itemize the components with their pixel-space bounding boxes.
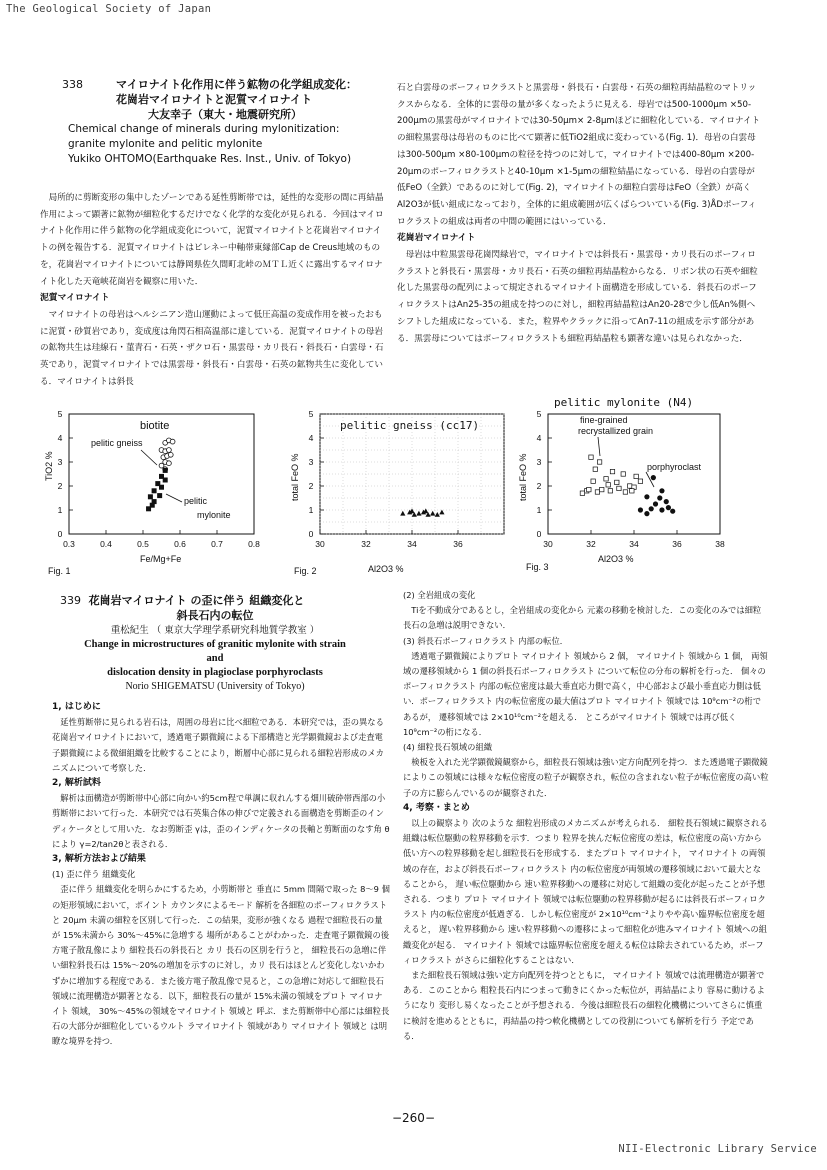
fig3-title: pelitic mylonite (N4): [554, 396, 694, 409]
fig3-point: [644, 511, 649, 516]
paper338-title-jp-1: マイロナイト化作用に伴う鉱物の化学組成変化：: [116, 78, 358, 91]
fig3-point: [649, 506, 654, 511]
fig1-xtick-label: 0.6: [174, 539, 186, 549]
paper339-left-column: [52, 700, 390, 1050]
fig3-point: [604, 477, 608, 481]
paper339-right-column: [403, 588, 769, 1044]
fig2-ytick-label: 5: [308, 409, 314, 419]
paper339-sub3: (3) 斜長石ポーフィロクラスト 内部の転位．: [403, 635, 569, 646]
fig1-arrow-mylonite: [166, 494, 182, 502]
fig1-xtick-label: 0.7: [211, 539, 223, 549]
fig1-xtick-label: 0.5: [137, 539, 149, 549]
paper339-s3-text: 歪に伴う 組織変化を明らかにするため，小剪断帯と 垂直に 5mm 間隔で取った 8〜9 個の矩形領域において，ポイント カウンタによるモード 解析を各細粒のポーフィロクラスト と 20μm 未満の細粒を区別して行った．この結果，変形が強くなる 過程で細粒長石の量が 15%未満から 30%〜45%に急増する 場所があることがわかった．走査電子顕微鏡の後方電子散乱像により 細粒長石の斜長石と カリ 長石の区別を行うと， 細粒長石の急増に伴い細粒斜長石は 15%〜20%の増加を示すのに対し，カリ 長石はほとんど変化しないかわずかに増加する程度である．また後方電子散乱像で見ると，この急増に対応して細粒長石領域に流理構造が顕著となる．以下，細粒長石の量が 15%未満の領域をプロト マイロナイト 領域， 30%〜45%の領域をマイロナイト 領域と 呼ぶ．また剪断帯中心部には細粒長石の大部分が細粒化しているウルト ラマイロナイト 領域があり マイロナイト 領域と は明瞭な境界を持つ．: [52, 884, 390, 1047]
fig2-ytick-label: 0: [308, 529, 314, 539]
fig1-title: biotite: [140, 420, 170, 432]
fig3-ytick-label: 3: [536, 457, 542, 467]
fig1-label-gneiss: pelitic gneiss: [91, 438, 143, 448]
fig3-label-fine-2: recrystallized grain: [578, 426, 654, 436]
paper339-title-block: [40, 593, 390, 693]
fig3-point: [659, 507, 664, 512]
fig1-point: [152, 488, 157, 493]
fig3-point: [644, 494, 649, 499]
fig2-ytick-label: 2: [308, 481, 314, 491]
library-footer: NII-Electronic Library Service: [618, 1143, 817, 1155]
paper339-title-jp-1: 花崗岩マイロナイト の歪に伴う 組織変化と: [88, 594, 305, 607]
fig3-point: [638, 507, 643, 512]
paper339-title-en-3: dislocation density in plagioclase porphyroclasts: [107, 667, 323, 678]
fig1-point: [159, 485, 164, 490]
fig3-xtick-label: 30: [543, 539, 553, 549]
fig3-xtick-label: 38: [715, 539, 725, 549]
fig3-point: [630, 489, 634, 493]
fig3-point: [595, 490, 599, 494]
fig3-point: [606, 483, 610, 487]
fig1-ytick-label: 2: [57, 481, 63, 491]
paper339-text2: Tiを不動成分であるとし，全岩組成の変化から 元素の移動を検討した．この変化のみでは細粒長石の急増は説明できない．: [403, 605, 762, 631]
fig3-label-porph: porphyroclast: [647, 462, 702, 472]
fig3-point: [617, 486, 621, 490]
paper339-s4-heading: 4, 考察・まとめ: [403, 802, 470, 813]
fig3-ytick-label: 1: [536, 505, 542, 515]
paper339-s3-heading: 3, 解析方法および結果: [52, 854, 146, 865]
fig1-ytick-label: 4: [57, 433, 63, 443]
paper339-title-jp-2: 斜長石内の転位: [176, 609, 254, 622]
fig2-xtick-label: 36: [453, 539, 463, 549]
fig2-grid: [320, 414, 504, 534]
fig3-ytick-label: 4: [536, 433, 542, 443]
fig3-point: [587, 487, 591, 491]
paper338-title-jp-2: 花崗岩マイロナイトと泥質マイロナイト: [116, 93, 313, 106]
fig3-point: [659, 488, 664, 493]
fig2-point: [439, 510, 444, 515]
fig2-point: [416, 511, 421, 516]
fig1-xtick-label: 0.4: [100, 539, 112, 549]
paper338-number: 338: [62, 78, 83, 91]
paper338-right-paragraph-1: 石と白雲母のポーフィロクラストと黒雲母・斜長石・白雲母・石英の細粒再結晶粒のマトリックスからなる．全体的に雲母の量が多くなったように見える．母岩では500-1000μm ×50-200μmの黒雲母がマイロナイトでは30-50μm× 2-8μmほどに細粒化している．マイロナイトの細粒黒雲母は母岩のものに比べて顕著に低TiO2組成に変わっている(Fig. 1)．母岩の白雲母は300-500μm ×80-100μmの粒径を持つのに対して，マイロナイトでは400-80μm ×200-20μmのポーフィロクラストと40-10μm ×1-5μmの細粒結晶になっている．母岩の白雲母が低FeO（全鉄）であるのに対して(Fig. 2)，マイロナイトの細粒白雲母はFeO（全鉄）が高くAl2O3が低い組成になっており，全体的に組成範囲が広くばらついている(Fig. 3)ÅDポーフィロクラストの組成は両者の中間の範囲にはいっている．: [397, 83, 761, 227]
page-number: −260−: [391, 1111, 435, 1125]
fig3-point: [628, 484, 632, 488]
paper339-title-en-2: and: [206, 653, 224, 664]
paper339-s1-heading: 1, はじめに: [52, 702, 101, 712]
fig3-point: [615, 480, 619, 484]
fig2-point: [435, 512, 440, 517]
figure-3: [518, 396, 744, 580]
paper338-title-en-2: granite mylonite and pelitic mylonite: [68, 138, 263, 150]
fig1-ytick-label: 3: [57, 457, 63, 467]
fig3-point: [623, 490, 627, 494]
fig3-caption: Fig. 3: [526, 562, 549, 572]
fig3-point: [653, 501, 658, 506]
paper338-intro-paragraph: 局所的に剪断変形の集中したゾーンである延性剪断帯では，延性的な変形の間に再結晶作用によって顕著に鉱物が細粒化するだけでなく化学的な変化が見られる．今回はマイロナイト化作用に伴う鉱物の化学組成変化について，泥質マイロナイトと花崗岩マイロナイトの例を報告する．泥質マイロナイトはピレネー中軸帯東縁部Cap de Creus地域のものを，花崗岩マイロナイトについては静岡県佐久間町北峠のＭＴＬ近くに露出するマイロナイト化した天竜峡花崗岩を観察に用いた．: [40, 193, 384, 287]
fig1-label-mylonite-1: pelitic: [184, 496, 208, 506]
fig3-point: [670, 509, 675, 514]
fig2-ylabel: total FeO %: [290, 453, 300, 501]
fig2-point: [400, 511, 405, 516]
fig1-point: [148, 494, 153, 499]
fig1-point: [170, 439, 175, 444]
fig3-point: [597, 460, 601, 464]
paper338-title-block: [62, 77, 380, 167]
fig2-ytick-label: 4: [308, 433, 314, 443]
fig1-point: [157, 493, 162, 498]
fig1-points: [146, 438, 175, 511]
fig3-point: [608, 489, 612, 493]
fig1-label-mylonite-2: mylonite: [197, 510, 231, 520]
paper339-s1-text: 延性剪断帯に見られる岩石は，周囲の母岩に比べ細粒である．本研究では，歪の異なる花崗岩マイロナイトにおいて，透過電子顕微鏡による下部構造と光学顕微鏡および走査電子顕微鏡による微細組織を比較することにより，断層中心部に見られる細粒岩形成のメカニズムについて考察した．: [52, 717, 384, 773]
fig1-point: [168, 452, 173, 457]
paper339-s2-text: 解析は面構造が剪断帯中心部に向かい約5cm程で単調に収れんする畑川破砕帯西部の小剪断帯において行った．本研究では石英集合体の伸びで定義される面構造を剪断歪のインディケータとして用いた．なお剪断歪 γは，歪のインディケータの長軸と剪断面のなす角 θにより γ=2/tan2θと表される．: [52, 793, 390, 849]
fig3-point: [591, 479, 595, 483]
fig3-label-fine-1: fine-grained: [580, 415, 628, 425]
paper339-s2-heading: 2, 解析試料: [52, 778, 101, 789]
fig1-ytick-label: 0: [57, 529, 63, 539]
fig3-point: [593, 467, 597, 471]
paper338-pelitic-paragraph: マイロナイトの母岩はヘルシニアン造山運動によって低圧高温の変成作用を被ったおもに泥質・砂質岩であり，変成度は角閃石相高温部に達している．泥質マイロナイトの母岩の鉱物共生は珪線石・菫青石・石英・ザクロ石・黒雲母・カリ長石・斜長石・白雲母・石英であり，泥質マイロナイトでは黒雲母・斜長石・白雲母・石英の鉱物共生に変化している．マイロナイトは斜長: [40, 309, 384, 387]
fig2-ytick-label: 1: [308, 505, 314, 515]
fig3-ylabel: total FeO %: [518, 453, 528, 501]
fig3-point: [634, 474, 638, 478]
fig3-ytick-label: 0: [536, 529, 542, 539]
paper338-title-en-1: Chemical change of minerals during mylonitization:: [68, 123, 340, 135]
fig1-point: [163, 468, 168, 473]
fig2-caption: Fig. 2: [294, 566, 317, 576]
fig1-arrow-gneiss: [141, 450, 157, 465]
paper338-heading-granite: 花崗岩マイロナイト: [397, 233, 476, 244]
fig3-ytick-label: 5: [536, 409, 542, 419]
fig3-point: [621, 472, 625, 476]
fig3-point: [600, 487, 604, 491]
paper339-text4: 検板を入れた光学顕微鏡観察から，細粒長石領域は強い定方向配列を持つ．また透過電子顕微鏡によりこの領域には様々な転位密度の粒子が観察され，転位の含まれない粒子が転位密度の高い粒子の方に膨らんでいるのが観察された．: [403, 757, 769, 798]
fig1-ytick-label: 5: [57, 409, 63, 419]
fig2-ytick-label: 3: [308, 457, 314, 467]
fig1-point: [167, 461, 172, 466]
fig3-xlabel: Al2O3 %: [598, 554, 634, 564]
fig3-point: [610, 469, 614, 473]
fig2-xtick-label: 32: [361, 539, 371, 549]
paper339-author-jp: 重松紀生 （ 東京大学理学系研究科地質学教室 ）: [110, 625, 320, 636]
paper338-heading-pelitic: 泥質マイロナイト: [40, 293, 110, 304]
fig1-point: [146, 506, 151, 511]
fig3-xtick-label: 36: [672, 539, 682, 549]
fig1-xlabel: Fe/Mg+Fe: [140, 554, 182, 564]
paper338-author-jp: 大友幸子（東大・地震研究所）: [148, 108, 302, 121]
fig3-ytick-label: 2: [536, 481, 542, 491]
fig3-point: [580, 491, 584, 495]
figure-2: [290, 396, 522, 580]
fig2-point: [430, 511, 435, 516]
paper339-s4-text2: また細粒長石領域は強い定方向配列を持つとともに， マイロナイト 領域では流理構造が顕著である．このことから 粗粒長石内につまって動きにくかった転位が，再結晶により 容易に動けるようになり 変形し易くなったことが予想される．今後は細粒長石の細粒化機構についてさらに慎重に検討を進めるとともに，再結晶の持つ軟化機構としての役割についても解析を行う 予定である．: [403, 970, 765, 1041]
paper339-s4-text: 以上の観察より 次のような 細粒岩形成のメカニズムが考えられる． 細粒長石領域に観察される 組織は転位駆動の粒界移動を示す．つまり 粒界を挟んだ転位密度の差は，転位密度の高い方から 低い方への粒界移動を起し細粒長石を形成する．またプロト マイロナイト， マイロナイト の両領域の存在，および斜長石ポーフィロクラスト 内の転位密度が両領域の遷移領域において最大となることから， 遅い転位駆動から 速い粒界移動への遷移に対応して組織の変化が起ったことが予想される．つまり プロト マイロナイト 領域では転位駆動の粒界移動が起るには斜長石ポーフィロクラスト 内の転位密度が低過ぎる．しかし転位密度が 2×10¹⁰cm⁻²よりやや高い臨界転位密度を超えると， 遅い粒界移動から 速い粒界移動への遷移によって細粒化が進みマイロナイト 領域への組織変化が起る． マイロナイト 領域では臨界転位密度を超える転位は除去されているため，ポーフィロクラスト がさらに細粒化することはない．: [403, 818, 768, 965]
fig3-point: [666, 505, 671, 510]
fig3-xtick-label: 34: [629, 539, 639, 549]
paper339-text3: 透過電子顕微鏡によりプロト マイロナイト 領域から 2 個， マイロナイト 領域から 1 個， 両領域の遷移領域から 1 個の斜長石ポーフィロクラスト について転位の分布の解析を行った． 個々のポーフィロクラスト 内部の転位密度は最大垂直応力側で高く，中心部および最小垂直応力側は低い．ポーフィロクラスト 内の転位密度の最大値はプロト マイロナイト 領域では 10⁹cm⁻²の桁であるが， 遷移領域では 2×10¹⁰cm⁻²を超える． ところがマイロナイト 領域では再び低く 10⁹cm⁻²の桁になる．: [403, 650, 768, 737]
fig1-caption: Fig. 1: [48, 566, 71, 576]
fig2-xlabel: Al2O3 %: [368, 564, 404, 574]
society-header: The Geological Society of Japan: [6, 3, 212, 15]
paper339-s3-sub: (1) 歪に伴う 組織変化: [52, 869, 136, 880]
fig3-xtick-label: 32: [586, 539, 596, 549]
figure-1: [44, 396, 274, 580]
fig2-xtick-label: 30: [315, 539, 325, 549]
paper339-sub4: (4) 細粒長石領域の組織: [403, 742, 493, 753]
paper338-right-column: [397, 80, 763, 347]
fig2-points: [400, 508, 444, 516]
paper339-sub2: (2) 全岩組成の変化: [403, 590, 476, 600]
paper338-author-en: Yukiko OHTOMO(Earthquake Res. Inst., Univ. of Tokyo): [68, 153, 352, 165]
fig1-xtick-label: 0.8: [248, 539, 260, 549]
fig3-point: [657, 495, 662, 500]
fig1-ytick-label: 1: [57, 505, 63, 515]
fig3-point: [664, 499, 669, 504]
paper338-right-paragraph-2: 母岩は中粒黒雲母花崗閃緑岩で，マイロナイトでは斜長石・黒雲母・カリ長石のポーフィロクラストと斜長石・黒雲母・カリ長石・石英の細粒再結晶粒からなる．リボン状の石英や細粒化した黒雲母の配列によって規定されるマイロナイト面構造を形成している．斜長石のポーフィロクラストはAn25-35の組成を持つのに対し，細粒再結晶粒はAn20-28で少し低An%側へシフトした組成になっている．また，粒界やクラックに沿ってAn7-11の組成を示す部分がある．黒雲母についてはポーフィロクラストも細粒再結晶粒も顕著な違いは見られなかった．: [397, 250, 758, 344]
fig1-xtick-label: 0.3: [63, 539, 75, 549]
fig3-point: [651, 475, 656, 480]
paper339-author-en: Norio SHIGEMATSU (University of Tokyo): [125, 681, 305, 692]
fig3-point: [638, 479, 642, 483]
fig2-title: pelitic gneiss (cc17): [340, 419, 480, 432]
fig1-ylabel: TiO2 %: [44, 451, 54, 481]
fig3-point: [589, 455, 593, 459]
fig1-point: [167, 448, 172, 453]
paper338-left-column: [40, 190, 384, 390]
fig2-xtick-label: 34: [407, 539, 417, 549]
fig3-arrow-fine: [598, 437, 600, 456]
paper339-title-en-1: Change in microstructures of granitic mylonite with strain: [84, 639, 346, 650]
paper339-number: 339: [60, 594, 81, 607]
fig1-point: [163, 478, 168, 483]
